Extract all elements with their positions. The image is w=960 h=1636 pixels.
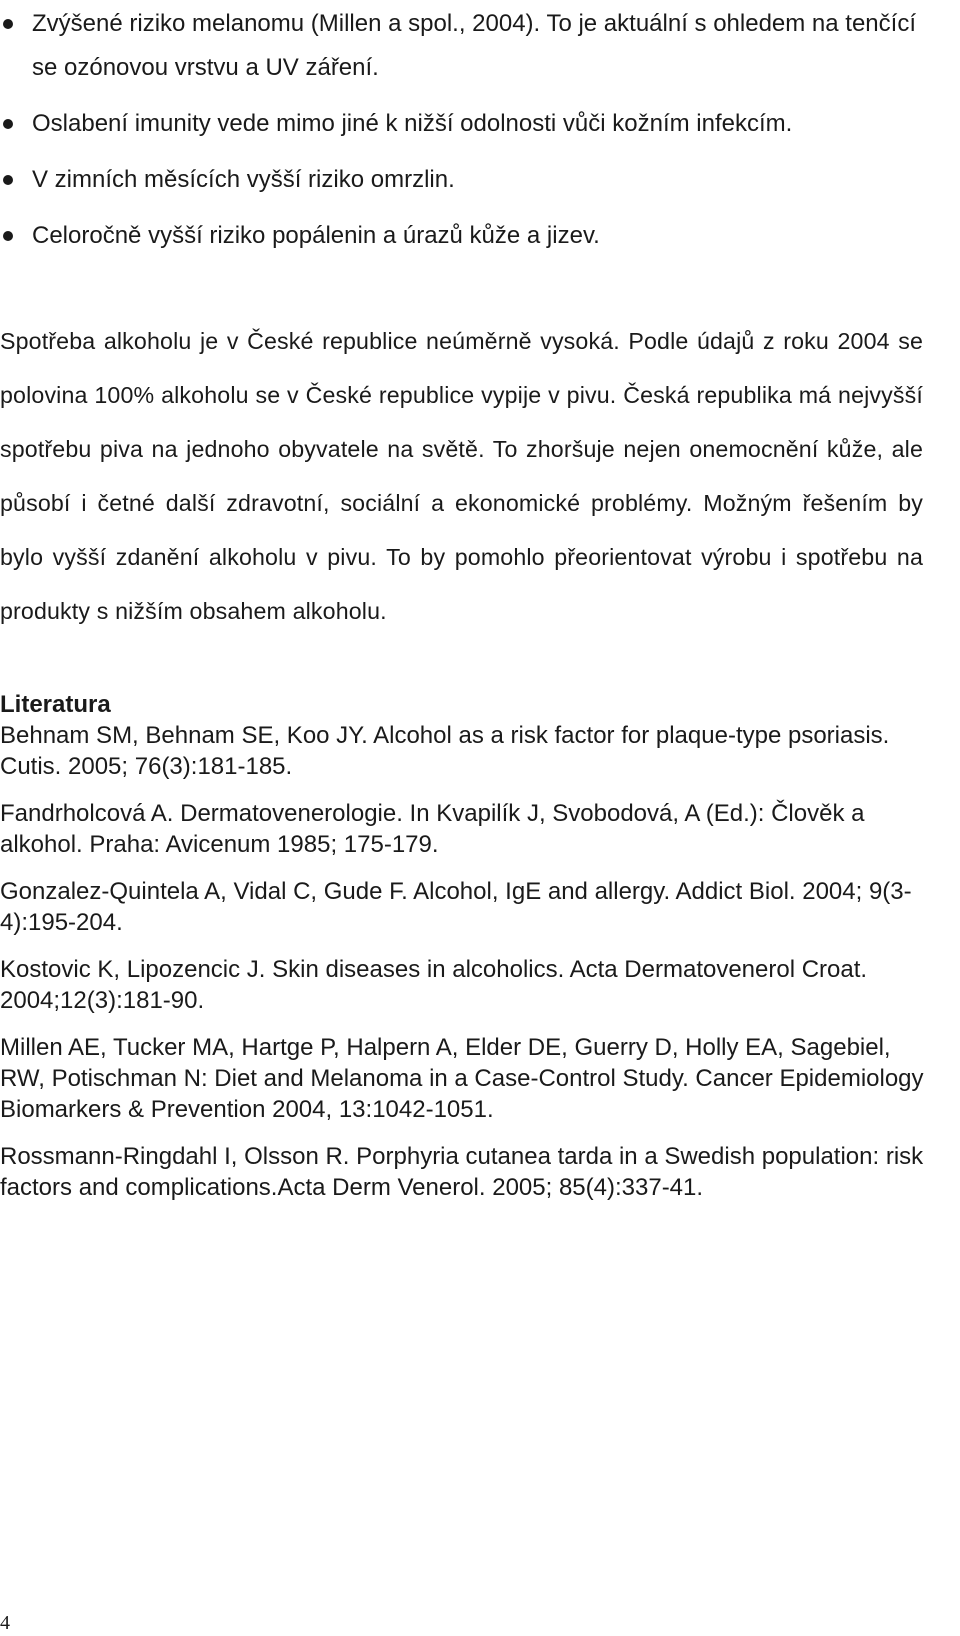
bullet-list — [0, 0, 930, 270]
reference-item: Rossmann-Ringdahl I, Olsson R. Porphyria cutanea tarda in a Swedish population: risk factors and complications.Acta Derm Venerol. 2005; 85(4):337-41. — [0, 1143, 924, 1201]
bullet-text: Zvýšené riziko melanomu (Millen a spol., 2004). To je aktuální s ohledem na tenčící se ozónovou vrstvu a UV záření. — [32, 10, 916, 81]
reference-item: Gonzalez-Quintela A, Vidal C, Gude F. Alcohol, IgE and allergy. Addict Biol. 2004; 9(3-4):195-204. — [0, 878, 912, 936]
page-number: 4 — [0, 1612, 10, 1634]
references-section — [0, 690, 930, 1219]
body-paragraph: Spotřeba alkoholu je v České republice neúměrně vysoká. Podle údajů z roku 2004 se polovina 100% alkoholu se v České republice vypije v pivu. Česká republika má nejvyšší spotřebu piva na jednoho obyvatele na světě. To zhoršuje nejen onemocnění kůže, ale působí i četné další zdravotní, sociální a ekonomické problémy. Možným řešením by bylo vyšší zdanění alkoholu v pivu. To by pomohlo přeorientovat výrobu i spotřebu na produkty s nižším obsahem alkoholu. — [0, 328, 923, 624]
bullet-text: Celoročně vyšší riziko popálenin a úrazů kůže a jizev. — [32, 222, 600, 249]
bullet-item — [0, 214, 930, 258]
bullet-dot-icon — [3, 231, 13, 241]
bullet-dot-icon — [3, 19, 13, 29]
bullet-item — [0, 2, 930, 90]
bullet-item — [0, 102, 930, 146]
bullet-dot-icon — [3, 119, 13, 129]
reference-item: Kostovic K, Lipozencic J. Skin diseases in alcoholics. Acta Dermatovenerol Croat. 2004;12(3):181-90. — [0, 956, 868, 1014]
bullet-text: Oslabení imunity vede mimo jiné k nižší odolnosti vůči kožním infekcím. — [32, 110, 793, 137]
references-heading: Literatura — [0, 691, 111, 718]
reference-item: Behnam SM, Behnam SE, Koo JY. Alcohol as a risk factor for plaque-type psoriasis. Cutis. 2005; 76(3):181-185. — [0, 722, 890, 780]
bullet-text: V zimních měsících vyšší riziko omrzlin. — [32, 166, 455, 193]
reference-item: Fandrholcová A. Dermatovenerologie. In Kvapilík J, Svobodová, A (Ed.): Člověk a alkohol. Praha: Avicenum 1985; 175-179. — [0, 800, 865, 858]
reference-item: Millen AE, Tucker MA, Hartge P, Halpern A, Elder DE, Guerry D, Holly EA, Sagebiel, RW, Potischman N: Diet and Melanoma in a Case-Control Study. Cancer Epidemiology Biomarkers & Prevention 2004, 13:1042-1051. — [0, 1034, 924, 1123]
bullet-item — [0, 158, 930, 202]
bullet-dot-icon — [3, 175, 13, 185]
